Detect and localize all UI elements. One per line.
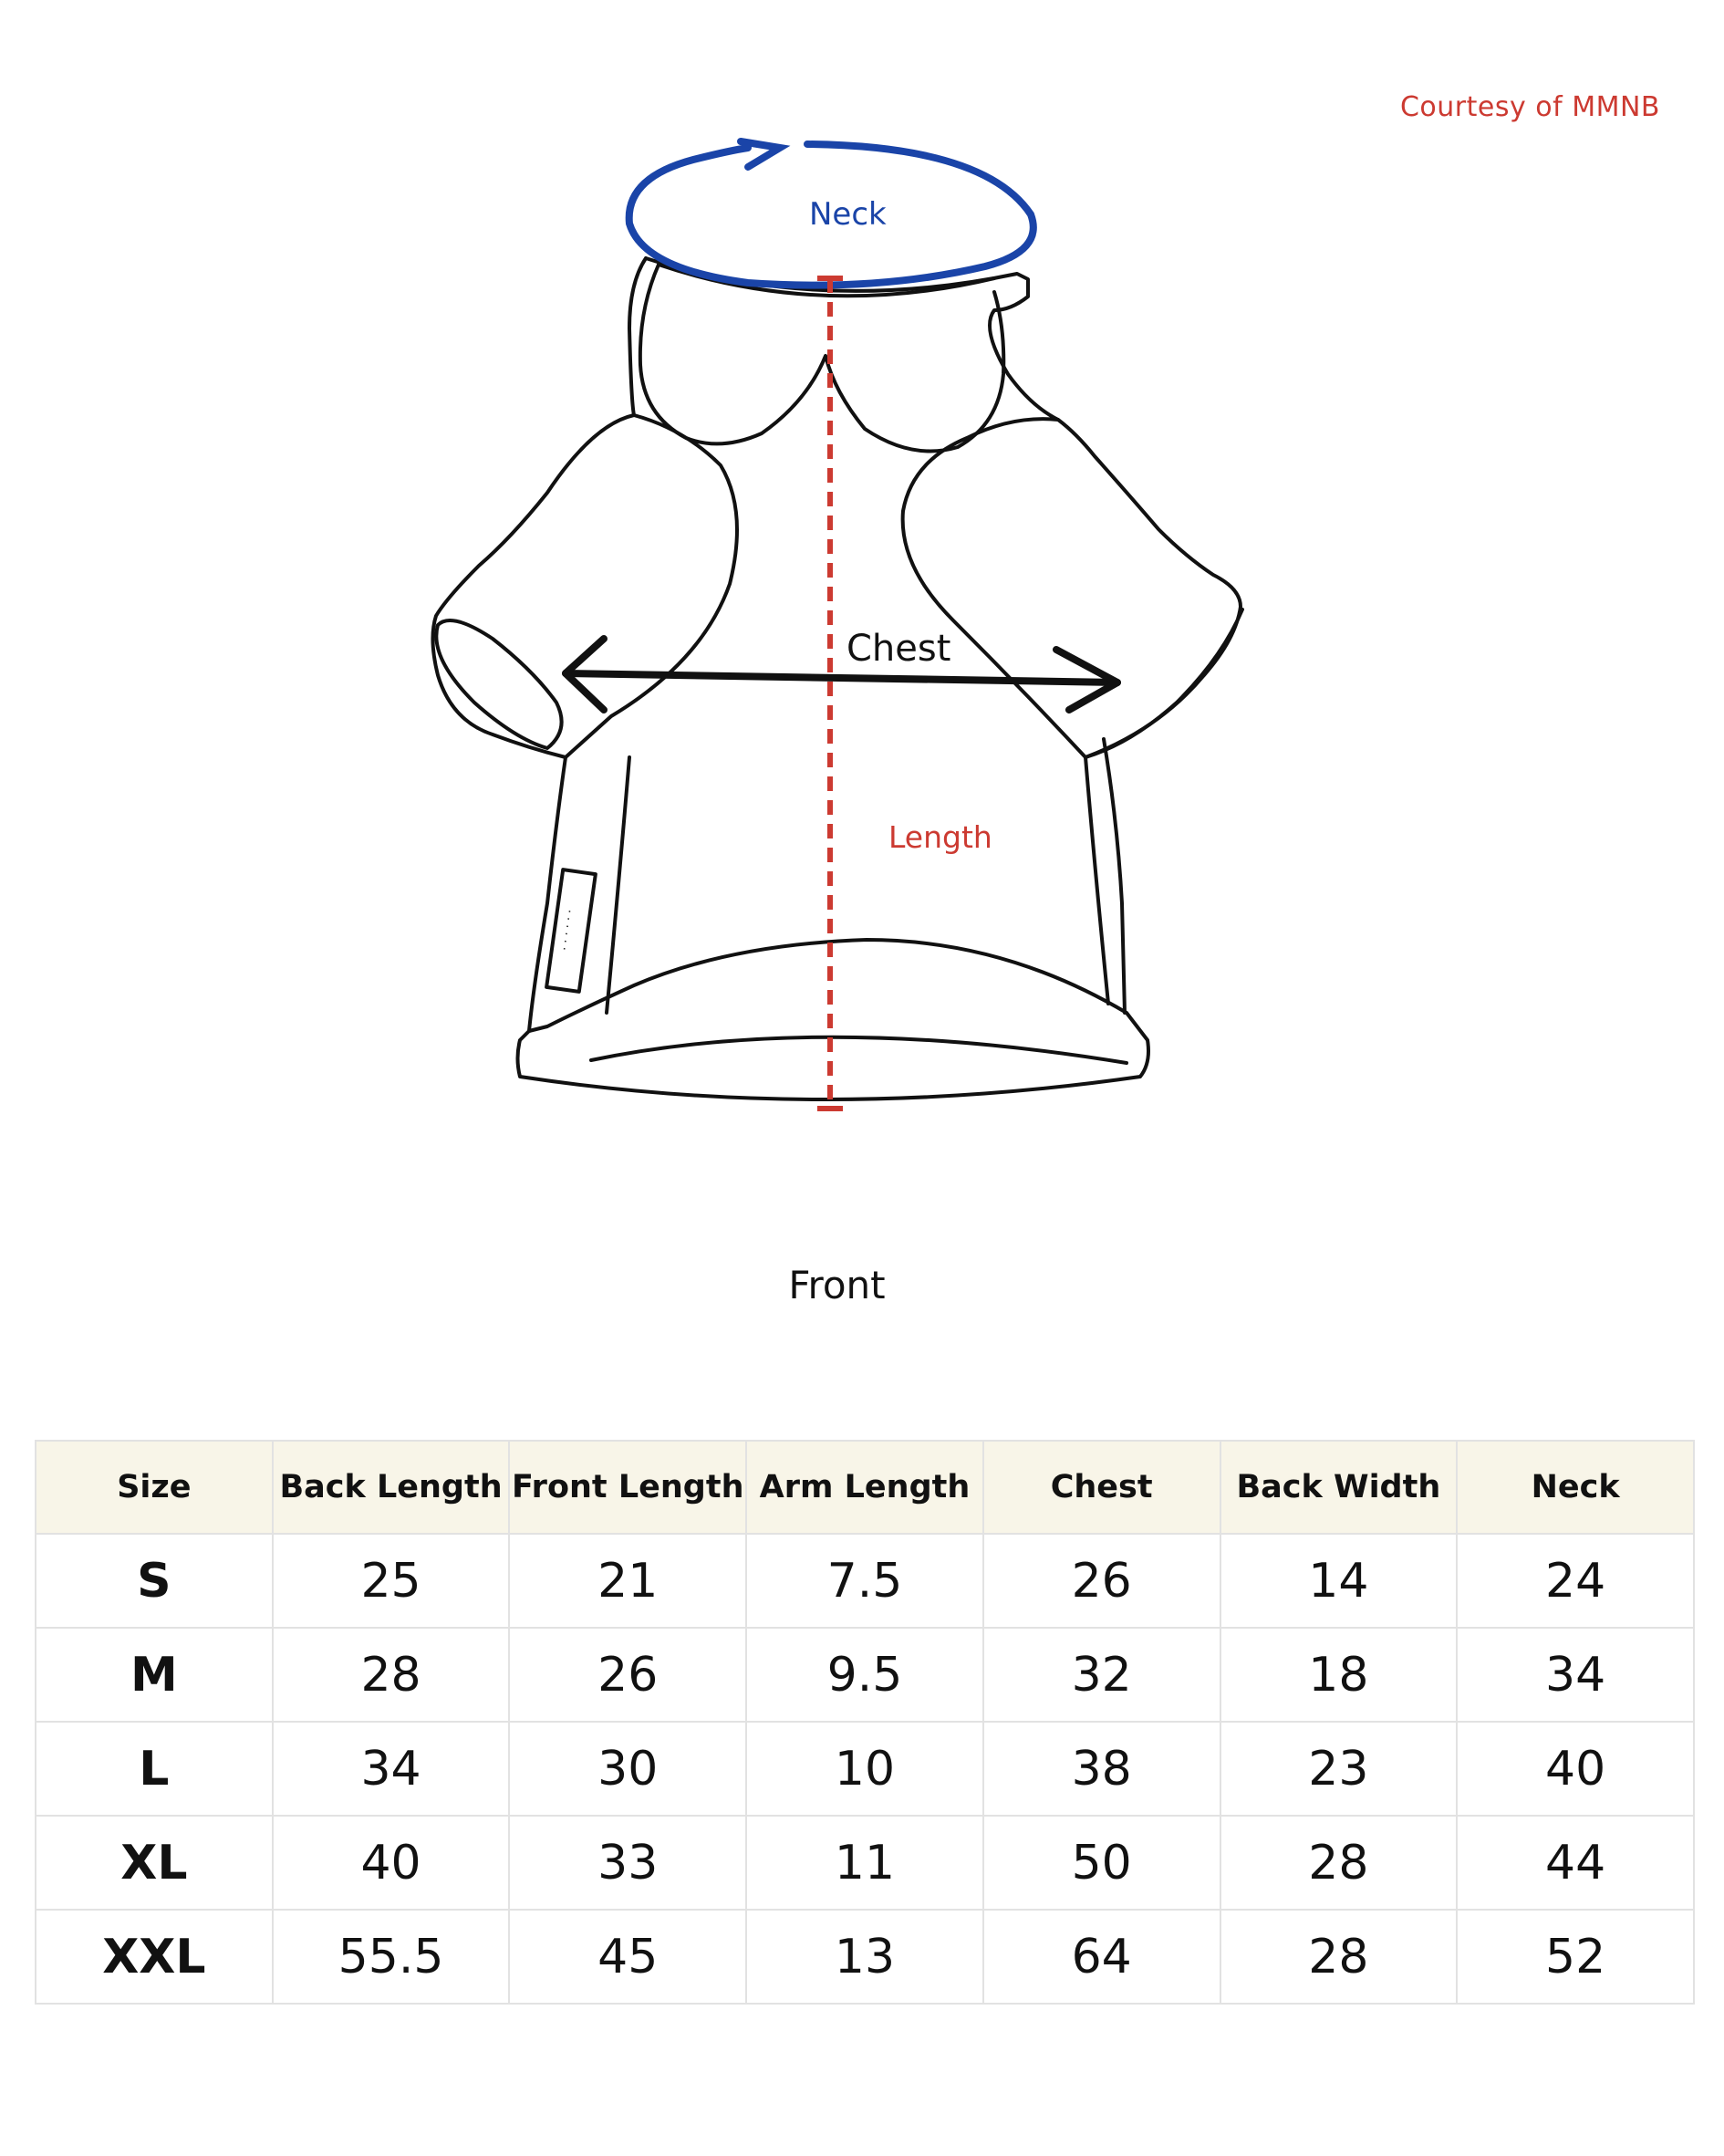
table-cell: 9.5	[746, 1628, 983, 1722]
table-cell: 24	[1457, 1534, 1694, 1628]
table-row	[36, 1816, 1694, 1910]
table-cell: 40	[273, 1816, 510, 1910]
table-header-row	[36, 1441, 1694, 1534]
table-cell: 30	[509, 1722, 746, 1816]
courtesy-credit: Courtesy of MMNB	[1399, 91, 1660, 123]
column-header: Front Length	[509, 1441, 746, 1534]
table-cell: 25	[273, 1534, 510, 1628]
table-cell: 52	[1457, 1910, 1694, 2004]
column-header: Back Width	[1220, 1441, 1458, 1534]
table-row	[36, 1534, 1694, 1628]
table-cell: 10	[746, 1722, 983, 1816]
table-cell: 7.5	[746, 1534, 983, 1628]
svg-text:· · · · · ·: · · · · · ·	[557, 908, 578, 953]
table-cell: 55.5	[273, 1910, 510, 2004]
table-cell: 13	[746, 1910, 983, 2004]
table-row	[36, 1910, 1694, 2004]
table-cell: 38	[983, 1722, 1220, 1816]
table-cell: 26	[983, 1534, 1220, 1628]
table-cell: 14	[1220, 1534, 1458, 1628]
size-chart-table	[35, 1440, 1695, 2005]
table-cell: 40	[1457, 1722, 1694, 1816]
size-cell: L	[36, 1722, 273, 1816]
column-header: Chest	[983, 1441, 1220, 1534]
chest-label: Chest	[846, 628, 951, 670]
table-cell: 28	[273, 1628, 510, 1722]
size-cell: M	[36, 1628, 273, 1722]
table-cell: 18	[1220, 1628, 1458, 1722]
neck-label: Neck	[809, 196, 887, 233]
table-row	[36, 1722, 1694, 1816]
view-caption: Front	[788, 1263, 886, 1307]
size-cell: XXL	[36, 1910, 273, 2004]
table-cell: 34	[1457, 1628, 1694, 1722]
table-cell: 34	[273, 1722, 510, 1816]
size-cell: XL	[36, 1816, 273, 1910]
column-header: Size	[36, 1441, 273, 1534]
column-header: Back Length	[273, 1441, 510, 1534]
table-row	[36, 1628, 1694, 1722]
table-cell: 11	[746, 1816, 983, 1910]
table-cell: 28	[1220, 1910, 1458, 2004]
table-cell: 45	[509, 1910, 746, 2004]
table-cell: 28	[1220, 1816, 1458, 1910]
table-cell: 64	[983, 1910, 1220, 2004]
size-cell: S	[36, 1534, 273, 1628]
table-cell: 26	[509, 1628, 746, 1722]
table-cell: 50	[983, 1816, 1220, 1910]
length-measure-line	[817, 278, 843, 1109]
neck-arrow-head	[741, 141, 780, 167]
table-cell: 33	[509, 1816, 746, 1910]
column-header: Arm Length	[746, 1441, 983, 1534]
table-cell: 21	[509, 1534, 746, 1628]
column-header: Neck	[1457, 1441, 1694, 1534]
table-cell: 44	[1457, 1816, 1694, 1910]
chest-measure-arrow	[566, 639, 1117, 710]
table-cell: 32	[983, 1628, 1220, 1722]
length-label: Length	[888, 819, 992, 855]
table-cell: 23	[1220, 1722, 1458, 1816]
